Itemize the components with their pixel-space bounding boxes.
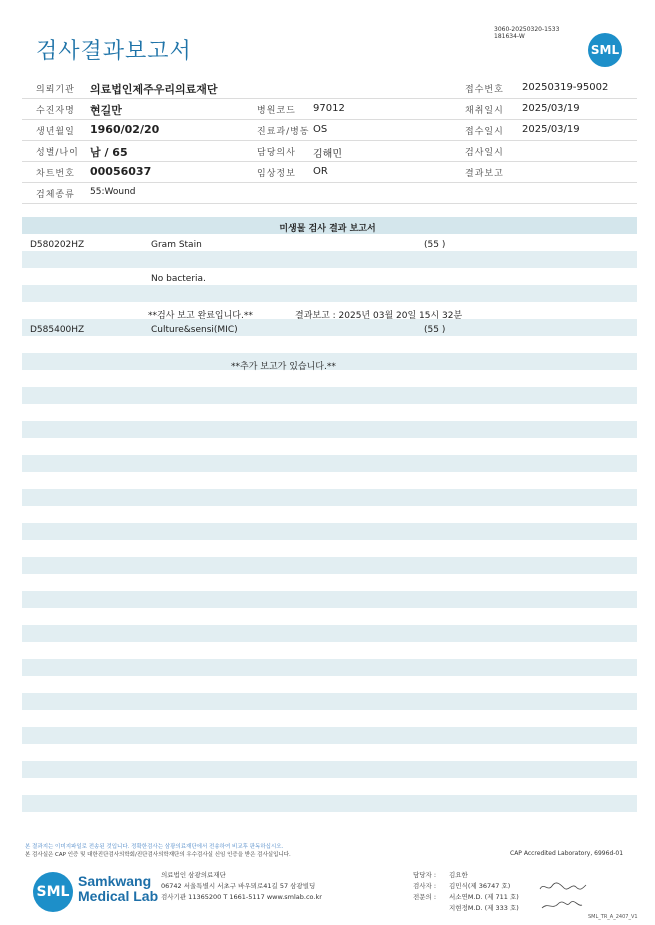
info-row [22,183,637,204]
info-row [22,99,637,120]
stripe [22,795,637,812]
stripe [22,523,637,540]
label-sex-age: 성별/나이 [36,148,79,158]
label-hospital-code: 병원코드 [257,106,296,116]
stripe [22,727,637,744]
stripe [22,387,637,404]
label-patient-name: 수진자명 [36,106,75,116]
contact-line: 검사기관 11365200 T 1661-5117 www.smlab.co.kr [161,893,322,901]
stripe [22,625,637,642]
label-receipt-date: 접수일시 [465,127,504,137]
staff-row [413,892,519,903]
logo-line2: Medical Lab [78,888,159,904]
complete-note: **검사 보고 완료입니다.** [148,311,253,321]
stripe [22,319,637,336]
value-collection-date: 2025/03/19 [522,103,580,114]
value-doctor: 김해민 [313,149,342,160]
sml-logo-icon: SML [588,33,622,67]
label-result-report: 결과보고 [465,169,504,179]
sml-logo-icon: SML [33,872,73,912]
staff-value: 김민식(제 36747 호) [449,882,511,890]
stripe [22,693,637,710]
footer-note-image: 본 결과지는 이미지파일로 전송된 것입니다. 정확한검사는 삼광의료재단에서 전송하여 비교후 판독하십시오. [25,844,284,850]
label-clinical-info: 임상정보 [257,169,296,179]
label-accession-number: 접수번호 [465,85,504,95]
label-specimen-type: 검체종류 [36,190,75,200]
label-doctor: 담당의사 [257,148,296,158]
staff-row [413,870,519,881]
doc-code-line1: 3060-20250320-1533 [494,26,560,33]
stripe [22,761,637,778]
value-hospital-code: 97012 [313,103,345,114]
form-number: SML_TR_A_2407_V1 [588,914,638,920]
report-time: 결과보고 : 2025년 03월 20일 15시 32분 [295,311,463,321]
report-title: 미생물 검사 결과 보고서 [279,224,376,234]
staff-label: 전문의 : [413,893,437,901]
info-row [22,162,637,183]
value-department: OS [313,124,328,135]
address-line: 06742 서울특별시 서초구 바우뫼로41길 57 삼광빌딩 [161,882,316,890]
company-address [161,870,322,903]
label-test-date: 검사일시 [465,148,504,158]
document-code [494,26,559,40]
page-title: 검사결과보고서 [36,39,192,64]
stripe [22,421,637,438]
stripe [22,455,637,472]
signature-icon [538,880,588,894]
staff-value: 김요한 [449,871,468,879]
stripe [22,285,637,302]
org-name: 의료법인 삼광의료재단 [161,871,226,879]
test1-name: Gram Stain [151,240,202,250]
label-requesting-institution: 의뢰기관 [36,85,75,95]
stripe [22,251,637,268]
value-specimen-type: 55:Wound [90,187,136,197]
stripe [22,591,637,608]
signature-icon [540,898,584,912]
value-receipt-date: 2025/03/19 [522,124,580,135]
value-patient-name: 현길만 [90,104,122,117]
test1-code: D580202HZ [30,240,85,250]
value-requesting-institution: 의료법인제주우리의료재단 [90,83,218,96]
stripe [22,557,637,574]
staff-row [413,881,519,892]
value-birth-date: 1960/02/20 [90,123,160,136]
logo-line1: Samkwang [78,873,152,889]
cap-accreditation: CAP Accredited Laboratory, 6996d-01 [510,850,624,857]
label-chart-number: 차트번호 [36,169,75,179]
staff-row [413,903,519,914]
stripe [22,659,637,676]
staff-value: 서소연M.D. (제 711 호) [449,893,519,901]
footer-note-certification: 본 검사실은 CAP 인증 및 대한진단검사의학회/진단검사의학재단의 우수검사실 신임 인증을 받은 검사실입니다. [25,852,291,858]
label-department: 진료과/병동 [257,127,310,137]
test2-name: Culture&sensi(MIC) [151,325,238,335]
staff-label [413,903,449,914]
stripe [22,489,637,506]
test1-specimen: (55 ) [424,240,446,250]
company-logo-text [78,874,158,904]
info-row [22,120,637,141]
info-row [22,141,637,162]
staff-label: 검사자 : [413,882,437,890]
patient-info-table [22,78,637,204]
pending-note: **추가 보고가 있습니다.** [231,362,336,372]
label-collection-date: 채취일시 [465,106,504,116]
staff-value: 지현정M.D. (제 333 호) [449,904,519,912]
doc-code-line2: 181634-W [494,33,525,40]
value-clinical-info: OR [313,166,328,177]
info-row [22,78,637,99]
label-birth-date: 생년월일 [36,127,75,137]
staff-label: 담당자 : [413,871,437,879]
value-chart-number: 00056037 [90,165,152,178]
test2-specimen: (55 ) [424,325,446,335]
value-accession-number: 20250319-95002 [522,82,609,93]
value-sex-age: 남 / 65 [90,146,128,159]
test1-result: No bacteria. [151,274,206,284]
test2-code: D585400HZ [30,325,85,335]
staff-list [413,870,519,914]
